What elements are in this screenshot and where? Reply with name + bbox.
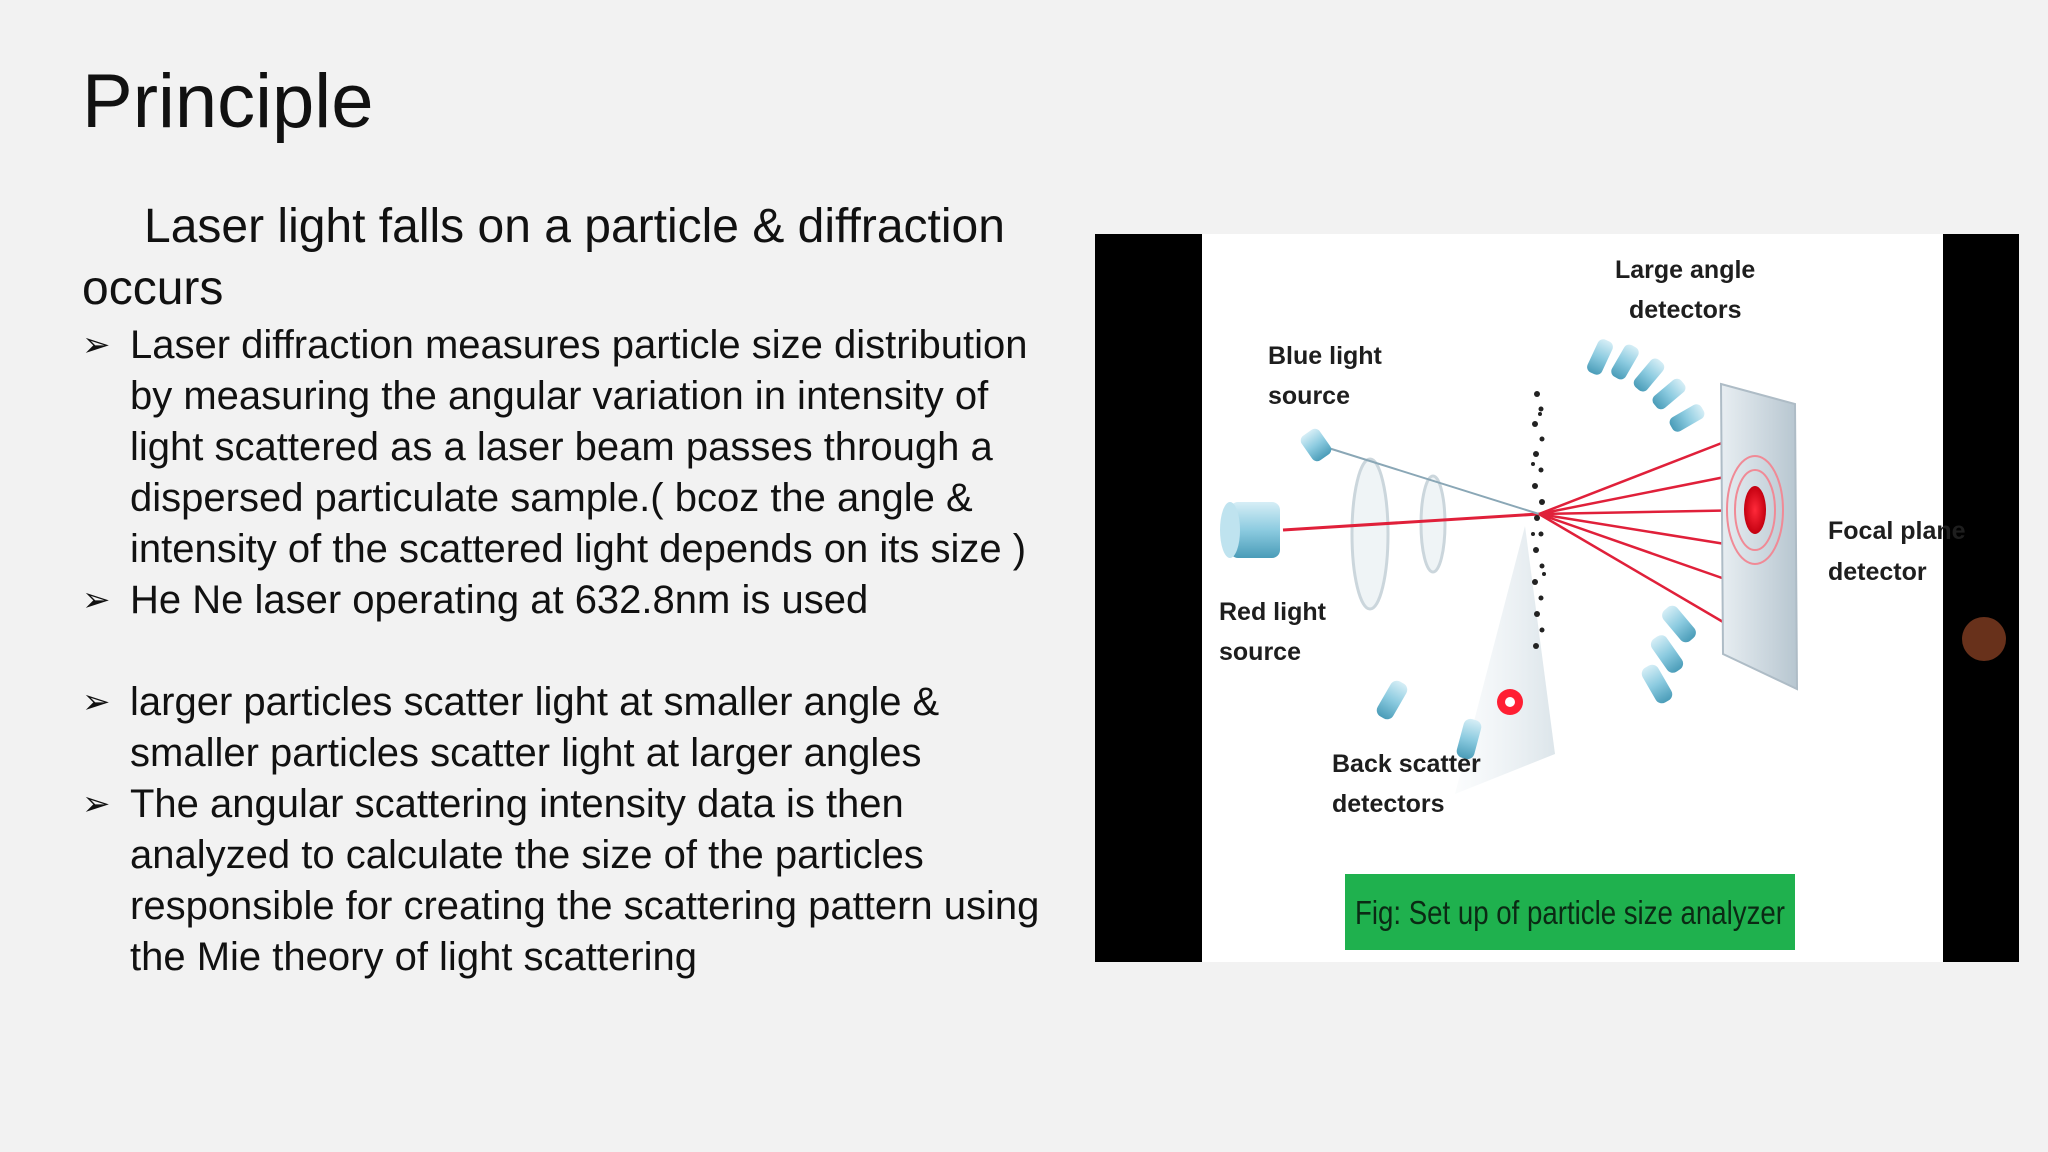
lead-text: Laser light falls on a particle & diffraction occurs — [82, 200, 1005, 315]
red-source-label-1: Red light — [1219, 598, 1326, 626]
blue-source-label-2: source — [1268, 382, 1350, 410]
red-source-face — [1220, 502, 1240, 558]
lens-large — [1352, 459, 1388, 609]
red-source-label-2: source — [1219, 638, 1301, 666]
bullet-item: ➢ Laser diffraction measures particle size distribution by measuring the angular variation in intensity of light scattered as a laser beam passes through a dispersed particulate sample.( bcoz the angle & intensity of the scattered light depends on its size ) — [82, 320, 1042, 575]
bullet-item: ➢ The angular scattering intensity data is then analyzed to calculate the size of the particles responsible for creating the scattering pattern using the Mie theory of light scattering — [82, 779, 1042, 983]
back-scatter-label-2: detectors — [1332, 790, 1445, 818]
back-scatter-label-1: Back scatter — [1332, 750, 1481, 778]
bullet-item: ➢ He Ne laser operating at 632.8nm is used — [82, 575, 1042, 626]
large-angle-label-1: Large angle — [1615, 256, 1756, 284]
slide-body — [82, 196, 1042, 983]
large-angle-label-2: detectors — [1629, 296, 1742, 324]
slide-title: Principle — [82, 59, 374, 144]
analyzer-diagram — [1095, 234, 2019, 962]
arrow-bullet-icon: ➢ — [82, 581, 111, 619]
figure-caption: Fig: Set up of particle size analyzer — [1355, 894, 1785, 931]
lens-small — [1421, 476, 1445, 572]
focal-label-2: detector — [1828, 558, 1927, 586]
bullet-list — [82, 320, 1042, 983]
arrow-bullet-icon: ➢ — [82, 683, 111, 721]
arrow-bullet-icon: ➢ — [82, 326, 111, 364]
bullet-item: ➢ larger particles scatter light at smaller angle & smaller particles scatter light at larger angles — [82, 677, 1042, 779]
focal-plane-detector-icon — [1721, 384, 1797, 689]
focal-label-1: Focal plane — [1828, 517, 1966, 545]
particle-analyzer-figure — [1095, 234, 2019, 962]
round-badge-icon — [1962, 617, 2006, 661]
arrow-bullet-icon: ➢ — [82, 785, 111, 823]
bullet-spacer — [82, 626, 1042, 677]
blue-source-label-1: Blue light — [1268, 342, 1382, 370]
focal-red-spot — [1744, 486, 1766, 534]
